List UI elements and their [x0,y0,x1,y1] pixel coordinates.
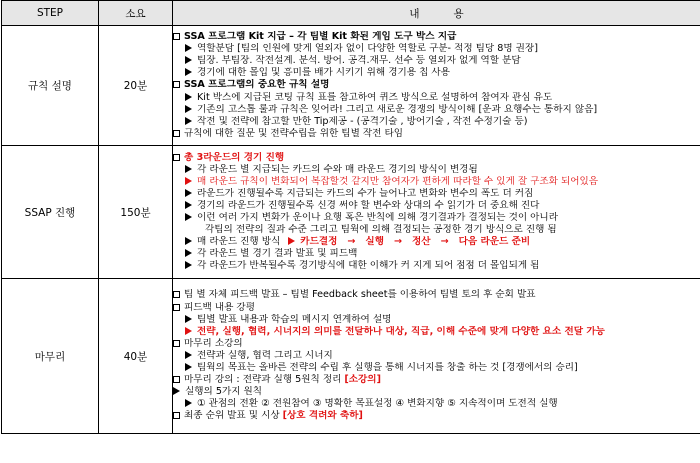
line-text: 역할분담 [팀의 인원에 맞게 열외자 없이 다양한 역할로 구분- 적정 팀당 8명 권장] [197,43,538,55]
flow-step: 정산 [412,236,431,248]
arrow-bullet-icon [185,315,192,323]
arrow-bullet-icon [185,56,192,64]
header-content [173,1,700,26]
content-line [173,67,700,79]
line-text: 팀장. 부팀장. 작전설계. 분석. 방어. 공격.재무. 선수 등 열외자 없게 역할 분담 [197,55,521,67]
content-line [173,79,700,91]
row-wrapup [2,279,700,434]
step-cell: 규칙 설명 [2,26,99,146]
line-text: 팀 별 자체 피드백 발표 – 팀별 Feedback sheet를 이용하여 팀별 토의 후 순회 발표 [184,289,536,301]
line-text: 라운드가 진행될수록 지급되는 카드의 수가 늘어나고 변화와 변수의 폭도 더 커짐 [197,187,534,199]
content-line [173,116,700,128]
line-text: 경기에 대한 몰입 및 흥미를 배가 시키기 위해 경기용 칩 사용 [197,67,450,79]
content-line [173,260,700,272]
arrow-bullet-icon [185,189,192,197]
flow-step: 카드결정 [300,236,338,248]
content-cell [173,26,700,146]
round-flow [288,236,530,247]
line-text: 각 라운드가 반복될수록 경기방식에 대한 이해가 커 지게 되어 점점 더 몰입되게 됨 [197,260,540,272]
content-line [173,152,700,164]
square-bullet-icon [173,304,180,311]
line-text: 팀별 발표 내용과 학습의 메시지 연계하여 설명 [197,313,392,325]
content-line [173,302,700,314]
square-bullet-icon [173,376,180,383]
line-text: SSA 프로그램 Kit 지급 – 각 팀별 Kit 화된 게임 도구 박스 지급 [184,31,457,43]
content-line [173,350,700,362]
square-bullet-icon [173,33,180,40]
header-content-label: 내용 [409,7,498,20]
flow-arrow-icon [288,237,295,245]
row-rules [2,26,700,146]
content-line [173,128,700,140]
content-line [173,31,700,43]
arrow-bullet-icon [185,177,192,185]
content-line [173,398,700,410]
content-line [173,104,700,116]
arrow-bullet-icon [185,249,192,257]
content-line [173,338,700,350]
square-bullet-icon [173,340,180,347]
content-line [173,200,700,212]
line-text: 전략과 실행, 협력 그리고 시너지 [197,349,333,361]
content-line [173,362,700,374]
line-text: 이런 여러 가지 변화가 운이나 요행 혹은 반칙에 의해 경기결과가 결정되는 것이 아니라 [197,212,558,223]
arrow-bullet-icon [185,105,192,113]
line-text: 마무리 소강의 [184,337,243,349]
time-cell: 40분 [99,279,173,434]
line-text: 총 3라운드의 경기 진행 [184,151,285,163]
square-bullet-icon [173,291,180,298]
line-text: 각 라운드 별 지급되는 카드의 수와 매 라운드 경기의 방식이 변경됨 [197,163,478,175]
row-progress [2,146,700,279]
header-step: STEP [2,1,99,26]
arrow-bullet-icon [185,237,192,245]
step-cell: SSAP 진행 [2,146,99,279]
line-text: 매 라운드 진행 방식 [197,236,281,248]
content-line [173,236,700,248]
line-text: 전략, 실행, 협력, 시너지의 의미를 전달하나 대상, 직급, 이해 수준에 맞게 다양한 요소 전달 가능 [197,325,605,337]
line-text: 팀웍의 목표는 올바른 전략의 수립 후 실행을 통해 시너지를 창출 하는 것 [경쟁에서의 승리] [197,362,578,374]
header-row [2,1,700,26]
line-text: 최종 순위 발표 및 시상 [184,410,280,422]
line-text: 마무리 강의 : 전략과 실행 5원칙 정리 [184,374,342,386]
line-suffix: [상호 격려와 축하] [282,410,363,422]
square-bullet-icon [173,412,180,419]
content-line [173,314,700,326]
time-cell: 20분 [99,26,173,146]
arrow-bullet-icon [185,363,192,371]
time-cell: 150분 [99,146,173,279]
header-time: 소요 [99,1,173,26]
arrow-bullet-icon [185,261,192,269]
content-line [173,326,700,338]
flow-separator: → [393,236,403,248]
line-text: 실행의 5가지 원칙 [185,386,263,398]
square-bullet-icon [173,130,180,137]
line-text: Kit 박스에 지급된 코팅 규칙 표를 참고하여 퀴즈 방식으로 설명하여 참여자 관심 유도 [197,91,553,103]
content-line [173,386,700,398]
line-text: 작전 및 전략에 참고할 만한 Tip제공 - (공격기술 , 방어기술 , 작전 수정기술 등) [197,115,528,127]
content-line [173,43,700,55]
content-line [173,164,700,176]
program-table [1,0,700,434]
square-bullet-icon [173,81,180,88]
line-text: 각팀의 전략의 질과 수준 그리고 팀웍에 의해 결정되는 공정한 경기 방식으로 진행 됨 [205,224,557,236]
line-text: ① 관점의 전환 ② 전원참여 ③ 명확한 목표설정 ④ 변화지향 ⑤ 지속적이며 도전적 실행 [197,398,558,410]
content-cell [173,146,700,279]
arrow-bullet-icon [185,117,192,125]
content-line [173,176,700,188]
content-line [173,55,700,67]
line-text: SSA 프로그램의 중요한 규칙 설명 [184,79,330,91]
content-line [173,212,700,224]
content-line [173,224,700,236]
arrow-bullet-icon [173,387,180,395]
arrow-bullet-icon [185,44,192,52]
line-suffix: [소강의] [344,374,381,386]
line-text: 각 라운드 별 경기 결과 발표 및 피드백 [197,248,358,260]
content-line [173,92,700,104]
arrow-bullet-icon [185,213,192,221]
line-text: 피드백 내용 강평 [184,301,255,313]
content-line [173,374,700,386]
arrow-bullet-icon [185,327,192,335]
arrow-bullet-icon [185,93,192,101]
line-text: 매 라운드 규칙이 변화되어 복잡할것 같지만 참여자가 편하게 따라할 수 있게 잘 구조화 되어있음 [197,175,599,187]
arrow-bullet-icon [185,68,192,76]
line-text: 기존의 고스톱 룰과 규칙은 잊어라! 그리고 새로운 경쟁의 방식이해 [운과 요행수는 통하지 않음] [197,103,598,115]
content-cell [173,279,700,434]
line-text: 경기의 라운드가 진행될수록 신경 써야 할 변수와 상대의 수 읽기가 더 중요해 진다 [197,199,540,211]
step-cell: 마무리 [2,279,99,434]
content-line [173,289,700,301]
square-bullet-icon [173,154,180,161]
flow-separator: → [347,236,356,248]
arrow-bullet-icon [185,201,192,209]
arrow-bullet-icon [185,351,192,359]
arrow-bullet-icon [185,399,192,407]
flow-step: 다음 라운드 준비 [458,236,531,248]
content-line [173,410,700,422]
line-text: 규칙에 대한 질문 및 전략수립을 위한 팀별 작전 타임 [184,127,404,139]
content-line [173,188,700,200]
flow-separator: → [440,236,449,248]
arrow-bullet-icon [185,165,192,173]
flow-step: 실행 [365,236,384,248]
content-line [173,248,700,260]
